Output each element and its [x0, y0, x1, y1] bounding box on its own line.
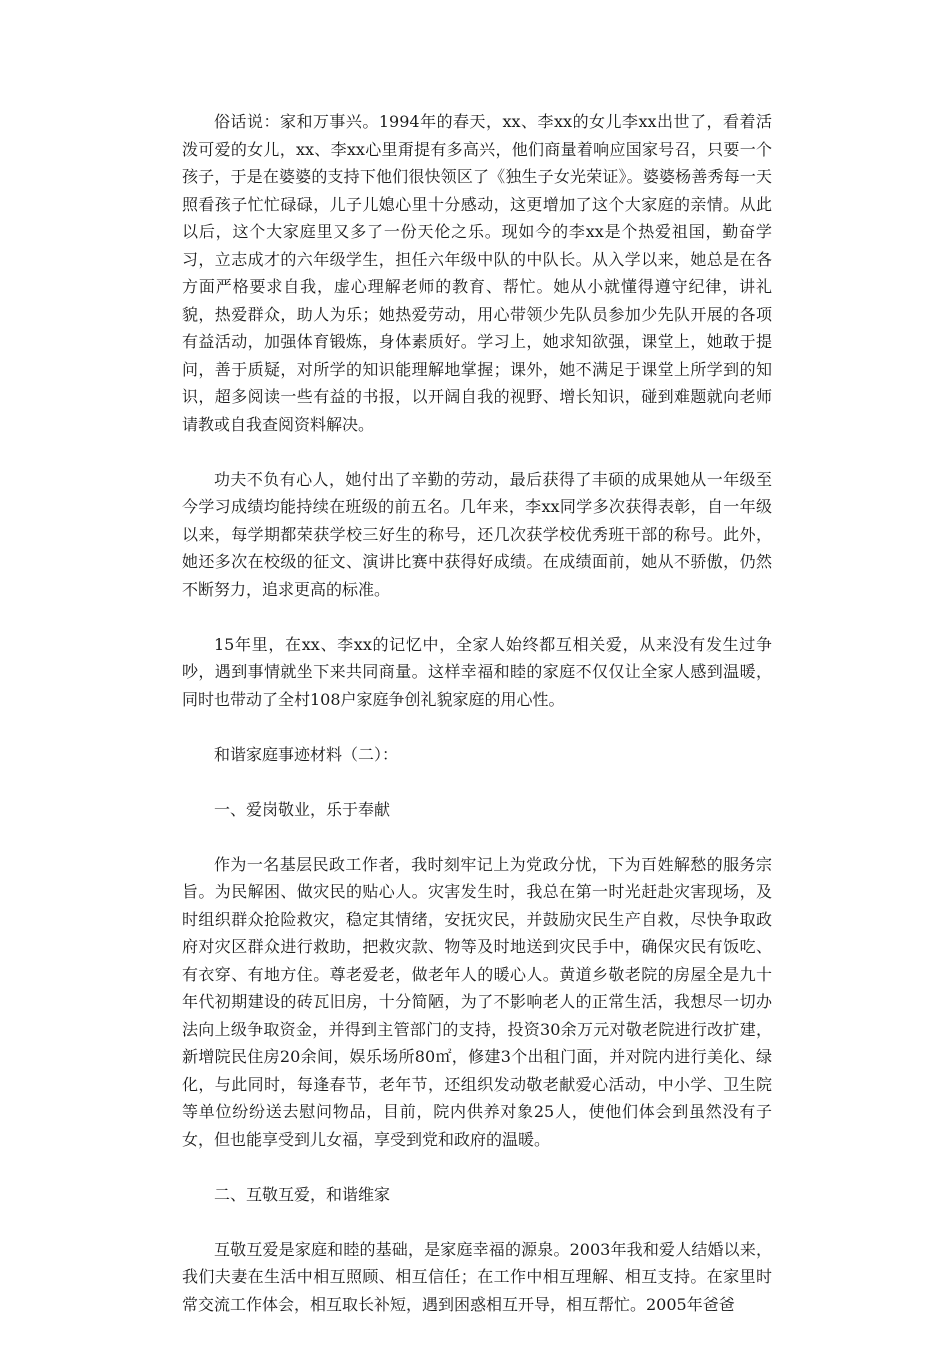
paragraph-achievements: 功夫不负有心人，她付出了辛勤的劳动，最后获得了丰硕的成果她从一年级至今学习成绩均能持续在班级的前五名。几年来，李xx同学多次获得表彰，自一年级以来，每学期都荣获学校三好生的称号，还几次获学校优秀班干部的称号。此外，她还多次在校级的征文、演讲比赛中获得好成绩。在成绩面前，她从不骄傲，仍然不断努力，追求更高的标准。 [182, 469, 772, 599]
paragraph-mutual-respect: 互敬互爱是家庭和睦的基础，是家庭幸福的源泉。2003年我和爱人结婚以来，我们夫妻在生活中相互照顾、相互信任；在工作中相互理解、相互支持。在家里时常交流工作体会，相互取长补短，遇到困惑相互开导，相互帮忙。2005年爸爸 [182, 1239, 772, 1314]
paragraph-fifteen-years: 15年里，在xx、李xx的记忆中，全家人始终都互相关爱，从来没有发生过争吵，遇到事情就坐下来共同商量。这样幸福和睦的家庭不仅仅让全家人感到温暖，同时也带动了全村108户家庭争创礼貌家庭的用心性。 [182, 634, 772, 709]
paragraph-proverb-family: 俗话说：家和万事兴。1994年的春天，xx、李xx的女儿李xx出世了，看着活泼可爱的女儿，xx、李xx心里甭提有多高兴，他们商量着响应国家号召，只要一个孩子，于是在婆婆的支持下他们很快领区了《独生子女光荣证》。婆婆杨善秀每一天照看孩子忙忙碌碌，儿子儿媳心里十分感动，这更增加了这个大家庭的亲情。从此以后，这个大家庭里又多了一份天伦之乐。现如今的李xx是个热爱祖国，勤奋学习，立志成才的六年级学生，担任六年级中队的中队长。从入学以来，她总是在各方面严格要求自我，虚心理解老师的教育、帮忙。她从小就懂得遵守纪律，讲礼貌，热爱群众，助人为乐；她热爱劳动，用心带领少先队员参加少先队开展的各项有益活动，加强体育锻炼，身体素质好。学习上，她求知欲强，课堂上，她敢于提问，善于质疑，对所学的知识能理解地掌握；课外，她不满足于课堂上所学到的知识，超多阅读一些有益的书报，以开阔自我的视野、增长知识，碰到难题就向老师请教或自我查阅资料解决。 [182, 112, 772, 434]
section-heading-one: 一、爱岗敬业，乐于奉献 [214, 799, 391, 819]
section-heading-two: 二、互敬互爱，和谐维家 [214, 1184, 391, 1204]
paragraph-civil-affairs-work: 作为一名基层民政工作者，我时刻牢记上为党政分忧，下为百姓解愁的服务宗旨。为民解困、做灾民的贴心人。灾害发生时，我总在第一时光赶赴灾害现场，及时组织群众抢险救灾，稳定其情绪，安抚灾民，并鼓励灾民生产自救，尽快争取政府对灾区群众进行救助，把救灾款、物等及时地送到灾民手中，确保灾民有饭吃、有衣穿、有地方住。尊老爱老，做老年人的暖心人。黄道乡敬老院的房屋全是九十年代初期建设的砖瓦旧房，十分简陋，为了不影响老人的正常生活，我想尽一切办法向上级争取资金，并得到主管部门的支持，投资30余万元对敬老院进行改扩建，新增院民住房20余间，娱乐场所80㎡，修建3个出租门面，并对院内进行美化、绿化，与此同时，每逢春节，老年节，还组织发动敬老献爱心活动，中小学、卫生院等单位纷纷送去慰问物品，目前，院内供养对象25人，使他们体会到虽然没有子女，但也能享受到儿女福，享受到党和政府的温暖。 [182, 854, 772, 1149]
document-body [182, 108, 772, 1346]
section-title-material-two: 和谐家庭事迹材料（二）： [214, 744, 399, 764]
